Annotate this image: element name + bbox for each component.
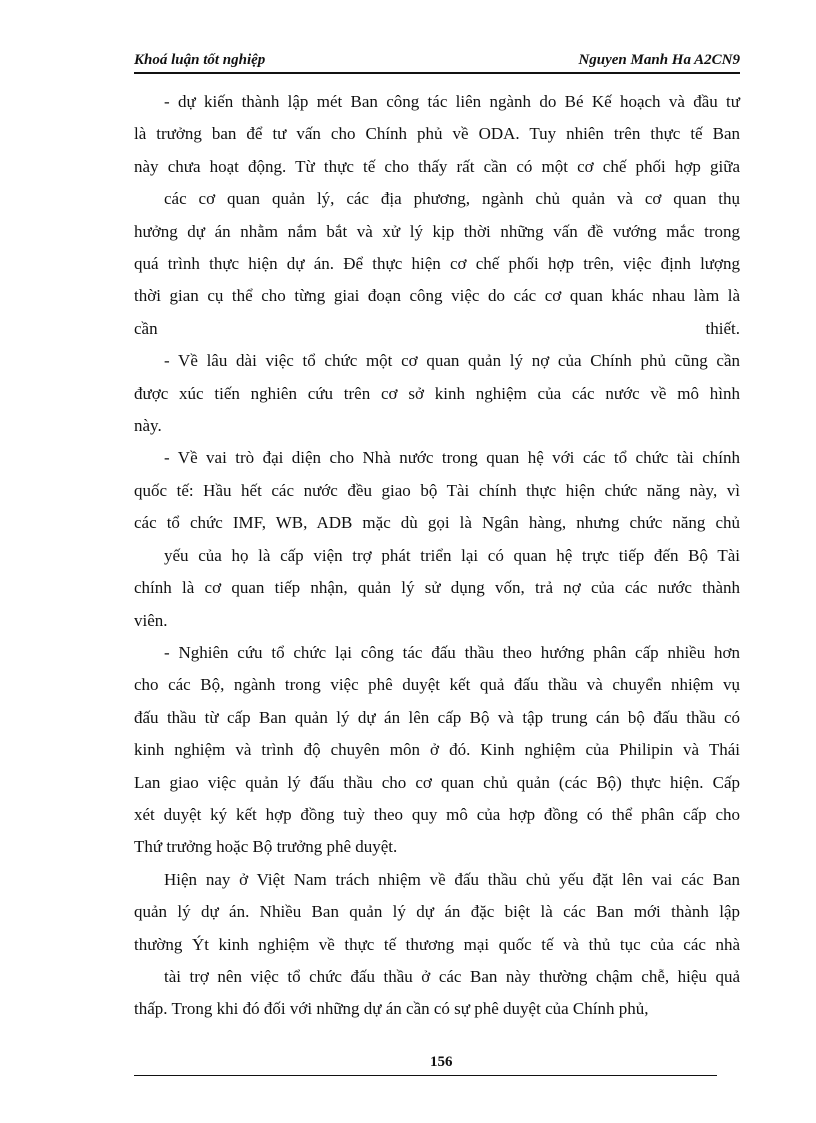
text-line: đấu thầu từ cấp Ban quản lý dự án lên cấp Bộ và tập trung cán bộ đấu thầu có: [134, 707, 740, 727]
text-line: xét duyệt ký kết hợp đồng tuỳ theo quy mô của hợp đồng có thể phân cấp cho: [134, 804, 740, 824]
header-thesis-title: Khoá luận tốt nghiệp: [134, 52, 266, 68]
footer-rule: [134, 1075, 717, 1076]
text-line-split: [134, 313, 740, 345]
text-line: thời gian cụ thể cho từng giai đoạn công việc do các cơ quan khác nhau làm là: [134, 286, 740, 306]
text-line: kinh nghiệm và trình độ chuyên môn ở đó. Kinh nghiệm của Philipin và Thái: [134, 740, 740, 760]
paragraph-coordination: [134, 86, 740, 345]
text-line: quá trình thực hiện dự án. Để thực hiện cơ chế phối hợp trên, việc định lượng: [134, 254, 740, 274]
text-line: yếu của họ là cấp viện trợ phát triển lại có quan hệ trực tiếp đến Bộ Tài: [164, 545, 740, 565]
text-line: - Về vai trò đại diện cho Nhà nước trong quan hệ với các tổ chức tài chính: [164, 448, 740, 468]
text-line: tài trợ nên việc tổ chức đấu thầu ở các Ban này thường chậm chễ, hiệu quả: [164, 966, 740, 986]
text-line: cho các Bộ, ngành trong việc phê duyệt kết quả đấu thầu và chuyển nhiệm vụ: [134, 675, 740, 695]
text-line: Hiện nay ở Việt Nam trách nhiệm về đấu thầu chủ yếu đặt lên vai các Ban: [164, 869, 740, 889]
page-body: [134, 86, 740, 1026]
paragraph-debt-agency: [134, 345, 740, 442]
paragraph-representation: [134, 442, 740, 636]
text-fragment: thiết.: [705, 318, 740, 338]
text-line: quốc tế: Hầu hết các nước đều giao bộ Tài chính thực hiện chức năng này, vì: [134, 480, 740, 500]
paragraph-vietnam-bidding: [134, 864, 740, 1026]
text-line: Lan giao việc quản lý đấu thầu cho cơ quan chủ quản (các Bộ) thực hiện. Cấp: [134, 772, 740, 792]
header-rule: [134, 72, 740, 74]
header-author: Nguyen Manh Ha A2CN9: [578, 52, 740, 68]
text-line: này.: [134, 416, 162, 436]
text-line: này chưa hoạt động. Từ thực tế cho thấy rất cần có một cơ chế phối hợp giữa: [134, 156, 740, 176]
text-line: các cơ quan quản lý, các địa phương, ngành chủ quản và cơ quan thụ: [164, 189, 740, 209]
text-line: - Nghiên cứu tổ chức lại công tác đấu thầu theo hướng phân cấp nhiều hơn: [164, 642, 740, 662]
text-line: chính là cơ quan tiếp nhận, quản lý sử dụng vốn, trả nợ của các nước thành: [134, 578, 740, 598]
text-line: - Về lâu dài việc tổ chức một cơ quan quản lý nợ của Chính phủ cũng cần: [164, 351, 740, 371]
text-line: quản lý dự án. Nhiều Ban quản lý dự án đặc biệt là các Ban mới thành lập: [134, 902, 740, 922]
text-line: Thứ trưởng hoặc Bộ trưởng phê duyệt.: [134, 837, 398, 857]
text-line: là trưởng ban để tư vấn cho Chính phủ về ODA. Tuy nhiên trên thực tế Ban: [134, 124, 740, 144]
text-line: được xúc tiến nghiên cứu trên cơ sở kinh nghiệm của các nước về mô hình: [134, 383, 740, 403]
text-line: thường Ýt kinh nghiệm về thực tế thương mại quốc tế và thủ tục của các nhà: [134, 934, 740, 954]
text-line: các tổ chức IMF, WB, ADB mặc dù gọi là Ngân hàng, nhưng chức năng chủ: [134, 513, 740, 533]
text-fragment: cần: [134, 318, 158, 338]
text-line: thấp. Trong khi đó đối với những dự án cần có sự phê duyệt của Chính phủ,: [134, 999, 649, 1019]
paragraph-bidding: [134, 637, 740, 864]
text-line: - dự kiến thành lập mét Ban công tác liên ngành do Bé Kế hoạch và đầu tư: [164, 92, 740, 111]
page-number: 156: [430, 1054, 453, 1070]
text-line: viên.: [134, 610, 168, 630]
text-line: hưởng dự án nhằm nắm bắt và xử lý kịp thời những vấn đề vướng mắc trong: [134, 221, 740, 241]
page-header: [134, 50, 740, 72]
